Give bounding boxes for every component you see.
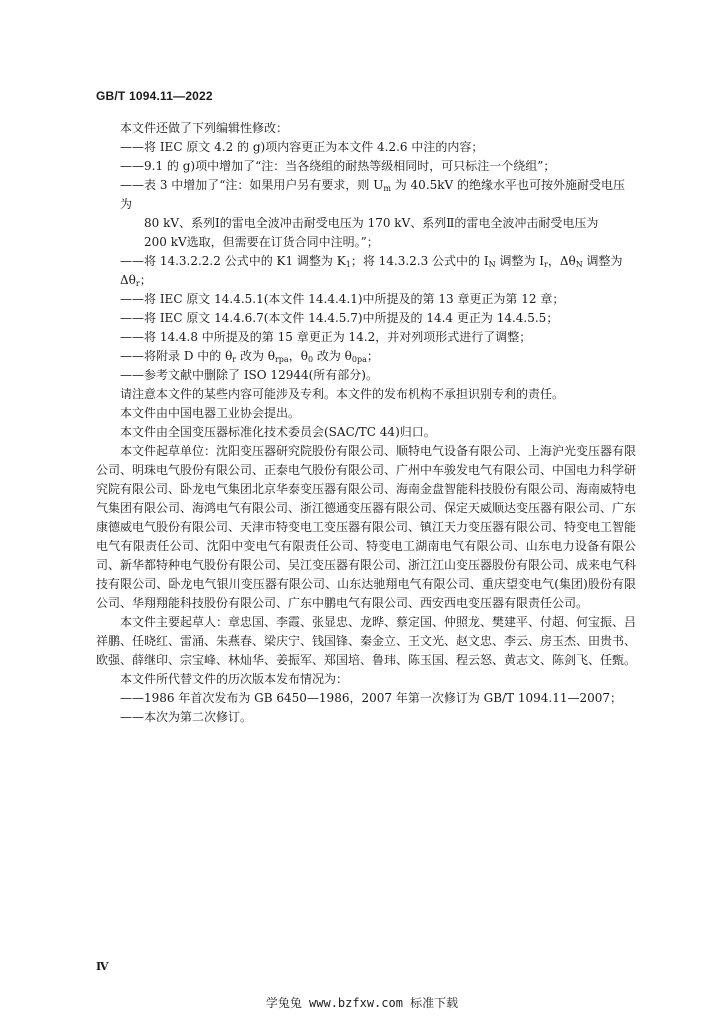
edit-item-5: ——将 IEC 原文 14.4.5.1(本文件 14.4.4.1)中所提及的第 13 章更正为第 12 章；: [120, 292, 565, 306]
document-code-header: GB/T 1094.11—2022: [96, 89, 213, 103]
administration-statement: 本文件由全国变压器标准化技术委员会(SAC/TC 44)归口。: [120, 425, 436, 439]
edit-item-2: ——9.1 的 g)项中增加了“注：当各绕组的耐热等级相同时，可只标注一个绕组”；: [120, 159, 556, 173]
edit-item-1: ——将 IEC 原文 4.2 的 g)项内容更正为本文件 4.2.6 中注的内容；: [120, 140, 484, 154]
edit-item-3-cont-2: 200 kV选取，但需要在订货合同中注明。”；: [144, 235, 379, 249]
proposer-statement: 本文件由中国电器工业协会提出。: [120, 406, 301, 420]
history-item-1: ——1986 年首次发布为 GB 6450—1986，2007 年第一次修订为 GB/T 1094.11—2007；: [120, 691, 623, 705]
drafting-units: 本文件起草单位：沈阳变压器研究院股份有限公司、顺特电气设备有限公司、上海沪光变压器有限公司、明珠电气股份有限公司、正泰电气股份有限公司、广州中车骏发电气有限公司、中国电力科学研究院有限公司、卧龙电气集团北京华泰变压器有限公司、海南金盘智能科技股份有限公司、海南威特电气集团有限公司、海鸿电气有限公司、浙江德通变压器有限公司、保定天威顺达变压器有限公司、广东康德威电气股份有限公司、天津市特变电工变压器有限公司、镇江天力变压器有限公司、特变电工智能电气有限责任公司、沈阳中变电气有限责任公司、特变电工湖南电气有限公司、山东电力设备有限公司、新华都特种电气股份有限公司、吴江变压器有限公司、浙江江山变压器股份有限公司、成来电气科技有限公司、卧龙电气银川变压器有限公司、山东达驰翔电气有限公司、重庆望变电气(集团)股份有限公司、华翔翔能科技股份有限公司、广东中鹏电气有限公司、西安西电变压器有限责任公司。: [96, 444, 637, 610]
edit-item-8: ——将附录 D 中的 $\theta_r$ 改为 $\theta_{rpa}$，$\theta_0$ 改为 $\theta_{0pa}$；: [120, 349, 379, 364]
edit-item-4: ——将 14.3.2.2.2 公式中的 K1 调整为 $K_1$；将 14.3.2.3 公式中的 $I_N$ 调整为 $I_r$，$\Delta\theta_N$ 调整为 $\Delta\theta_r$；: [120, 254, 623, 288]
edits-intro: 本文件还做了下列编辑性修改：: [120, 121, 289, 135]
edit-item-9: ——参考文献中删除了 ISO 12944(所有部分)。: [120, 368, 378, 382]
patent-notice: 请注意本文件的某些内容可能涉及专利。本文件的发布机构不承担识别专利的责任。: [120, 387, 565, 401]
edit-item-3: ——表 3 中增加了“注：如果用户另有要求，则 $U_m$ 为 40.5kV 的绝缘水平也可按外施耐受电压为: [120, 178, 626, 211]
history-intro: 本文件所代替文件的历次版本发布情况为：: [120, 672, 349, 686]
edit-item-6: ——将 IEC 原文 14.4.6.7(本文件 14.4.5.7)中所提及的 14.4 更正为 14.4.5.5；: [120, 311, 559, 325]
document-body: [96, 119, 636, 727]
watermark-footer: 学兔兔 www.bzfxw.com 标准下载: [265, 996, 459, 1010]
page-number: Ⅳ: [96, 960, 109, 973]
drafters-list: 本文件主要起草人：章忠国、李霞、张显忠、龙晔、蔡定国、仲照龙、樊建平、付超、何宝振、吕祥鹏、任晓红、雷涌、朱燕春、梁庆宁、钱国锋、秦金立、王文光、赵文忠、李云、房玉杰、田贵书、欧强、薛继印、宗宝峰、林灿华、姜振军、郑国培、鲁玮、陈玉国、程云怒、黄志文、陈剑飞、任甄。: [96, 615, 637, 667]
history-item-2: ——本次为第二次修订。: [120, 710, 253, 724]
edit-item-3-cont-1: 80 kV、系列Ⅰ的雷电全波冲击耐受电压为 170 kV、系列Ⅱ的雷电全波冲击耐受电压为: [144, 216, 599, 230]
edit-item-7: ——将 14.4.8 中所提及的第 15 章更正为 14.2，并对列项形式进行了调整；: [120, 330, 532, 344]
